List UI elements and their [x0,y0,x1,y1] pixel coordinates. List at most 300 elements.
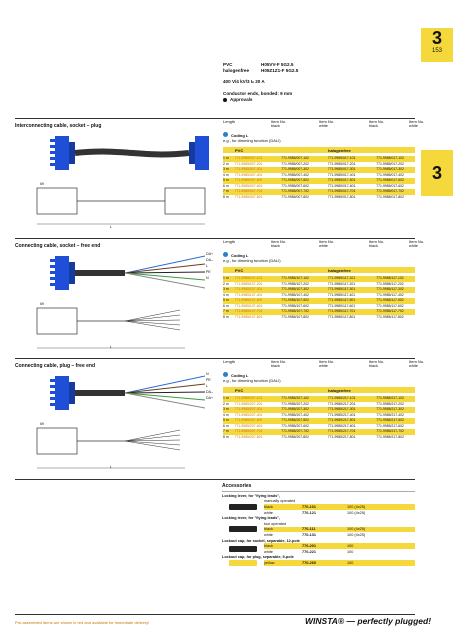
table-cell: 771-9985/007-701 [234,189,263,194]
wire-label: DA– [206,390,213,394]
coding-label: Coding L [231,373,249,378]
table-cell: 6 m [223,303,229,308]
table-cell: 2 m [223,401,229,406]
table-cell: 771-9985/207-602 [281,423,309,428]
table-cell: 771-9985/107-601 [234,303,263,308]
connector-pin [50,145,55,148]
table-cell: 771-9985/217-802 [376,434,404,439]
table-cell: 771-9985/017-602 [376,183,404,188]
col-white: white [319,124,328,128]
section-title: Connecting cable, plug – free end [15,363,96,369]
table-cell: 771-9985/207-102 [281,396,309,401]
footer-rule [15,614,415,615]
connector-pin [50,277,55,280]
wire-label: DA+ [206,396,214,400]
connector-pin [50,379,55,382]
dimension-length: L [110,465,112,469]
table-cell: 8 m [223,314,229,319]
accessory-cell: 770-101 [302,504,316,509]
table-cell: 771-9985/207-501 [234,418,263,423]
col-item: Item No. [369,119,385,124]
wire [125,393,205,408]
connector-pin [50,151,55,154]
item-table [223,276,415,320]
accessories-divider [222,491,415,492]
accessory-cell: 100 (4x25) [347,527,366,532]
wire-outline [125,321,180,330]
table-row [223,178,415,184]
section-side-tab: 3 [421,150,453,196]
table-cell: 771-9985/007-401 [234,172,263,177]
table-cell: 771-9985/007-301 [234,167,263,172]
table-cell: 771-9985/217-401 [327,412,356,417]
connector-pin [50,403,55,406]
accessory-row [264,560,415,566]
table-cell: 771-9985/107-802 [281,314,309,319]
table-cell: 771-9985/107-302 [281,287,309,292]
material-header [223,387,415,393]
dimension-label: 69 [40,422,44,426]
table-cell: 771-9985/117-702 [376,309,404,314]
table-cell: 771-9985/007-601 [234,183,263,188]
col-length: Length [223,239,236,244]
table-cell: 771-9985/207-702 [281,429,309,434]
accessory-cell: 100 (4x25) [347,532,366,537]
wire-outline [125,441,180,450]
column-headers [223,239,439,249]
col-item: Item No. [271,359,287,364]
table-cell: 1 m [223,156,229,161]
connector-rear [189,142,195,164]
accessory-sub: tool operated [264,521,287,526]
table-cell: 771-9985/117-401 [327,292,356,297]
accessory-image [222,521,264,538]
table-cell: 7 m [223,309,229,314]
table-cell: 771-9985/117-802 [376,314,404,319]
col-black: black [271,244,280,248]
table-cell: 771-9985/217-201 [327,401,356,406]
table-cell: 771-9985/207-502 [281,418,309,423]
table-cell: 771-9985/007-501 [234,178,263,183]
table-cell: 771-9985/207-401 [234,412,263,417]
accessory-group [222,560,415,566]
table-cell: 771-9985/217-402 [376,412,404,417]
connector-rear [69,142,75,164]
dimension-label: 69 [40,302,44,306]
coding-block [223,132,281,143]
accessory-row [264,532,415,538]
item-table [223,396,415,440]
wire [125,393,205,400]
col-item: Item No. [409,239,425,244]
connector-pin [50,271,55,274]
table-cell: 3 m [223,167,229,172]
col-item: Item No. [271,119,287,124]
table-row [223,429,415,435]
spec-value-2: H05Z1Z1-F 5G2.5 [261,68,299,74]
table-cell: 771-9985/107-202 [281,281,309,286]
accessory-heading: Locking lever, for "flying leads", [222,516,281,521]
section-title: Connecting cable, socket – free end [15,243,101,249]
outline-right [165,188,205,214]
accessories-rule [15,479,415,480]
table-cell: 771-9985/017-601 [327,183,356,188]
wire [125,273,205,280]
table-cell: 771-9985/107-501 [234,298,263,303]
spec-block [223,62,413,103]
table-cell: 771-9985/207-701 [234,429,263,434]
col-item: Item No. [319,239,335,244]
dimension-length: L [110,345,112,349]
table-cell: 771-9985/107-101 [234,276,263,281]
connector-rear [69,262,75,284]
outline-left [37,308,77,334]
connector-pin [50,391,55,394]
table-cell: 2 m [223,281,229,286]
accessory-cell: black [264,504,273,509]
connector-pin [50,163,55,166]
table-cell: 771-9985/007-402 [281,172,309,177]
table-row [223,407,415,413]
col-item: Item No. [409,119,425,124]
connector-pin [50,265,55,268]
dimension-length: L [110,225,112,229]
accessory-cell: white [264,510,273,515]
column-headers [223,119,439,129]
table-cell: 771-9985/007-502 [281,178,309,183]
table-cell: 771-9985/207-601 [234,423,263,428]
table-cell: 771-9985/207-202 [281,401,309,406]
connector-pin [50,259,55,262]
connector-pin [50,157,55,160]
table-row [223,189,415,195]
col-item: Item No. [271,239,287,244]
accessory-cell: 100 (4x25) [347,504,366,509]
connector-body [55,136,69,170]
page-tab [421,28,453,62]
connector-body [195,136,209,170]
section-title: Interconnecting cable, socket – plug [15,123,102,129]
material-header [223,267,415,273]
table-cell: 3 m [223,287,229,292]
table-cell: 8 m [223,194,229,199]
table-cell: 3 m [223,407,229,412]
col-black: black [369,244,378,248]
table-row [223,184,415,190]
accessory-cell: 770-131 [302,532,316,537]
accessory-row [264,510,415,516]
wire-outline [125,430,180,441]
item-table [223,156,415,200]
accessory-cell: black [264,527,273,532]
accessory-cell: black [264,544,273,549]
table-row [223,435,415,441]
coding-label: Coding L [231,253,249,258]
table-cell: 771-9985/117-601 [327,303,356,308]
pvc-label: PVC [235,147,244,153]
col-item: Item No. [409,359,425,364]
table-cell: 771-9985/117-501 [327,298,356,303]
table-cell: 771-9985/007-702 [281,189,309,194]
accessory-cell: 100 [347,560,354,565]
col-black: black [271,364,280,368]
wire-label: DA– [206,258,213,262]
table-cell: 771-9985/217-701 [327,429,356,434]
table-cell: 771-9985/217-601 [327,423,356,428]
table-cell: 771-9985/107-701 [234,309,263,314]
table-cell: 771-9985/117-202 [376,281,404,286]
accessory-image [222,543,264,554]
table-cell: 771-9985/007-102 [281,156,309,161]
table-cell: 771-9985/107-201 [234,281,263,286]
table-cell: 771-9985/107-102 [281,276,309,281]
wire [125,376,205,393]
halogenfree-label: halogenfree [328,387,351,393]
halogenfree-label: halogenfree [328,147,351,153]
table-cell: 771-9985/017-302 [376,167,404,172]
table-row [223,162,415,168]
table-row [223,195,415,201]
accessory-heading: Lockout cap, for plug, separable, 5-pole [222,555,294,560]
table-cell: 771-9985/207-801 [234,434,263,439]
table-cell: 771-9985/217-102 [376,396,404,401]
wire-outline [125,441,180,445]
table-cell: 771-9985/217-202 [376,401,404,406]
table-cell: 771-9985/117-301 [327,287,356,292]
table-cell: 1 m [223,396,229,401]
table-row [223,287,415,293]
brand-slogan: WINSTA® — perfectly plugged! [305,616,432,626]
table-row [223,315,415,321]
table-cell: 771-9985/117-402 [376,292,404,297]
table-cell: 771-9985/017-801 [327,194,356,199]
table-cell: 771-9985/017-701 [327,189,356,194]
material-header [223,147,415,153]
wire [125,273,205,288]
table-cell: 771-9985/007-202 [281,161,309,166]
table-cell: 771-9985/107-602 [281,303,309,308]
table-cell: 771-9985/107-801 [234,314,263,319]
table-cell: 771-9985/107-702 [281,309,309,314]
table-cell: 771-9985/017-401 [327,172,356,177]
column-headers [223,359,439,369]
wire-label: PE [206,270,211,274]
col-white: white [409,244,418,248]
connector-pin [50,139,55,142]
accessory-cell: 100 (4x25) [347,510,366,515]
accessory-group [222,543,415,554]
col-white: white [409,124,418,128]
table-cell: 771-9985/117-201 [327,281,356,286]
outline-left [37,188,77,214]
table-cell: 771-9985/017-702 [376,189,404,194]
cable-drawing [15,368,225,478]
accessory-image [222,560,264,566]
table-row [223,396,415,402]
table-cell: 8 m [223,434,229,439]
table-cell: 771-9985/207-302 [281,407,309,412]
table-cell: 771-9985/217-702 [376,429,404,434]
accessory-cell: 770-201 [302,544,316,549]
table-row [223,167,415,173]
spec-type-1: PVC [223,62,233,67]
table-cell: 7 m [223,429,229,434]
table-cell: 771-9985/207-802 [281,434,309,439]
wire-outline [125,321,180,325]
table-cell: 771-9985/217-301 [327,407,356,412]
col-item: Item No. [369,359,385,364]
table-cell: 771-9985/117-101 [327,276,356,281]
pvc-label: PVC [235,387,244,393]
coding-sub: e.g., for dimming function (DALI) [223,258,281,263]
footer-note: Pre-assembled items are shown in red and available for immediate delivery! [15,620,150,625]
wire [125,256,205,273]
table-cell: 771-9985/007-201 [234,161,263,166]
wire-label: PE [206,378,211,382]
accessory-image [222,499,264,516]
coding-label: Coding L [231,133,249,138]
accessory-heading: Locking lever, for "flying leads", [222,493,281,498]
table-row [223,418,415,424]
cable-drawing [15,248,225,358]
accessory-sub: manually operated [264,499,296,504]
table-cell: 771-9985/117-302 [376,287,404,292]
table-row [223,304,415,310]
spec-conductor: Conductor ends, bonded: 9 mm [223,90,293,96]
connector-pin [50,283,55,286]
accessory-cell: 100 [347,544,354,549]
col-white: white [319,244,328,248]
col-item: Item No. [369,239,385,244]
table-cell: 771-9985/117-701 [327,309,356,314]
accessory-heading: Lockout cap, for socket, separable, 12-pole [222,538,300,543]
accessory-row [264,549,415,555]
wire-outline [125,310,180,321]
wire-label: DA+ [206,252,214,256]
table-cell: 771-9985/107-401 [234,292,263,297]
wire-label: L [206,384,208,388]
accessory-row [264,527,415,533]
table-cell: 771-9985/107-301 [234,287,263,292]
table-row [223,424,415,430]
cable-drawing [15,128,225,238]
accessory-row [264,543,415,549]
halogenfree-label: halogenfree [328,267,351,273]
col-length: Length [223,359,236,364]
col-item: Item No. [319,119,335,124]
connector-pin [50,397,55,400]
col-black: black [369,124,378,128]
accessory-row [264,504,415,510]
coding-block [223,372,281,383]
table-cell: 771-9985/217-501 [327,418,356,423]
col-white: white [409,364,418,368]
table-cell: 5 m [223,298,229,303]
col-black: black [271,124,280,128]
accessory-cell: 770-121 [302,510,316,515]
table-cell: 771-9985/117-602 [376,303,404,308]
table-cell: 771-9985/007-802 [281,194,309,199]
table-row [223,282,415,288]
table-cell: 771-9985/117-801 [327,314,356,319]
table-row [223,276,415,282]
wire-label: N [206,372,209,376]
pvc-label: PVC [235,267,244,273]
table-row [223,173,415,179]
table-cell: 771-9985/207-101 [234,396,263,401]
table-cell: 771-9985/217-101 [327,396,356,401]
table-cell: 771-9985/017-201 [327,161,356,166]
accessory-cell: 100 [347,549,354,554]
table-cell: 6 m [223,183,229,188]
coding-sub: e.g., for dimming function (DALI) [223,138,281,143]
col-length: Length [223,119,236,124]
table-cell: 5 m [223,178,229,183]
coding-block [223,252,281,263]
accessories-list [222,493,415,566]
spec-type-2: halogenfree [223,68,250,74]
table-cell: 771-9985/017-501 [327,178,356,183]
page-number: 153 [431,48,442,54]
dimension-label: 69 [40,182,44,186]
accessory-cell: 770-111 [302,527,316,532]
table-cell: 771-9985/117-102 [376,276,404,281]
table-cell: 1 m [223,276,229,281]
outline-left [37,428,77,454]
connector-pin [50,385,55,388]
accessory-cell: 770-221 [302,549,316,554]
table-cell: 771-9985/007-602 [281,183,309,188]
coding-sub: e.g., for dimming function (DALI) [223,378,281,383]
table-row [223,156,415,162]
spec-rating: 400 V/4 kV/3 Iₙ 20 A [223,79,265,85]
wire-labels [206,371,213,401]
table-cell: 771-9985/017-301 [327,167,356,172]
table-cell: 771-9985/017-802 [376,194,404,199]
table-cell: 2 m [223,161,229,166]
connector-rear [69,382,75,404]
table-cell: 771-9985/217-602 [376,423,404,428]
accessories-title: Accessories [222,483,252,489]
table-cell: 771-9985/017-502 [376,178,404,183]
table-cell: 7 m [223,189,229,194]
table-cell: 771-9985/017-202 [376,161,404,166]
table-cell: 771-9985/117-502 [376,298,404,303]
section-number: 3 [431,28,442,48]
table-cell: 5 m [223,418,229,423]
spec-approvals: Approvals [230,96,253,102]
table-cell: 771-9985/007-101 [234,156,263,161]
table-row [223,402,415,408]
table-cell: 771-9985/217-801 [327,434,356,439]
table-cell: 4 m [223,292,229,297]
accessory-cell: white [264,549,273,554]
wire-label: N [206,276,209,280]
connector-body [55,256,69,290]
table-cell: 771-9985/107-402 [281,292,309,297]
accessory-group [222,521,415,538]
table-row [223,309,415,315]
table-cell: 771-9985/207-201 [234,401,263,406]
cable [75,152,189,155]
table-row [223,298,415,304]
table-cell: 771-9985/217-502 [376,418,404,423]
spec-value-1: H05VV-F 5G2.5 [261,62,294,67]
wire-label: L [206,264,208,268]
table-cell: 771-9985/107-502 [281,298,309,303]
table-row [223,413,415,419]
col-item: Item No. [319,359,335,364]
